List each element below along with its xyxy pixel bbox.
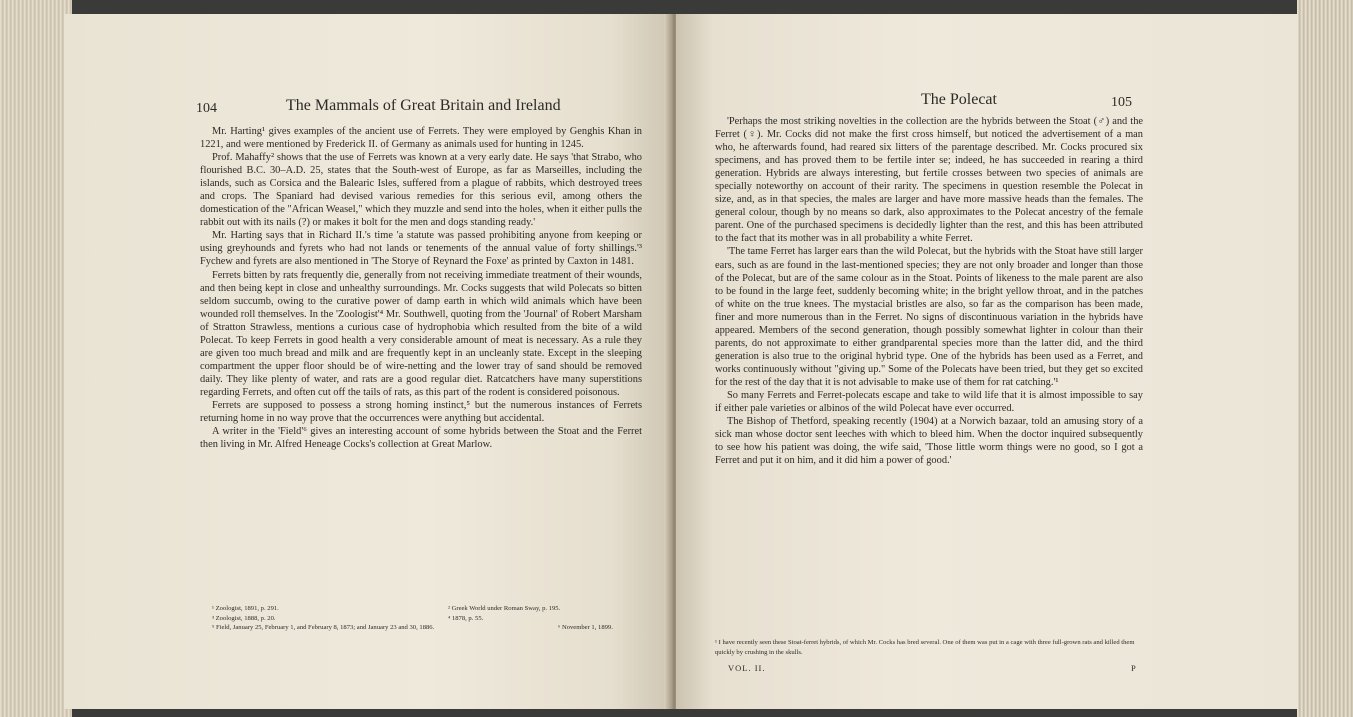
footnote: ⁶ November 1, 1899. [558, 624, 613, 631]
paragraph: 'The tame Ferret has larger ears than the wild Polecat, but the hybrids with the Stoat have still larger ears, such as are found in the last-mentioned species; they are not only broader and longer than those of the Polecat, but are of the same colour as in the Stoat. Points of likeness to the male parent are also to be found in the large feet, suddenly becoming white; in the bright yellow throat, and in the patches of white on the true knees. The mystacial bristles are also, so far as the comparison has been made, finer and more numerous than in the Ferret. No signs of discontinuous variation in the hybrids have appeared. Members of the second generation, though possibly somewhat lighter in colour than their parents, do not approximate to either grandparental species more than the latter did, and the third generation is also true to the original hybrid type. One of the hybrids has been used as a Ferret, and works continuously without "giving up." Some of the Polecats have been tried, but they get so excited for the rest of the day that it is not advisable to make use of them for rat catching.'¹ [715, 246, 1143, 388]
paragraph: 'Perhaps the most striking novelties in the collection are the hybrids between the Stoat (♂) and the Ferret (♀). Mr. Cocks did not make the first cross himself, but noticed the advertisement of a man who, he afterwards found, had reared six litters of the parentage described. Mr. Cocks procured six specimens, and has proved them to be fertile inter se; indeed, he has succeeded in rearing a third generation. Hybrids are always interesting, but fertile crosses between two species of animals are specially noteworthy on account of their rarity. The specimens in question resemble the Polecat in size, and, as in that species, the males are larger and have more massive heads than the females. The general colour, though by no means so dark, also approximates to the Polecat ancestry of the female parent. One of the purchased specimens is decidedly lighter than the rest, and this has been attributed to the fact that its mother was in all probability a white Ferret. [715, 116, 1143, 245]
footnote-row [212, 604, 642, 614]
paragraph: Ferrets are supposed to possess a strong homing instinct,⁵ but the numerous instances of Ferrets returning home in no way prove that the occurrences were anything but accidental. [200, 399, 642, 425]
paragraph: Mr. Harting says that in Richard II.'s time 'a statute was passed prohibiting anyone from keeping or using greyhounds and fyrets who had not lands or tenements of the annual value of forty shillings.'³ Fychew and fyrets are also mentioned in 'The Storye of Reynard the Foxe' as printed by Caxton in 1481. [200, 230, 642, 268]
paragraph: Prof. Mahaffy² shows that the use of Ferrets was known at a very early date. He says 'that Strabo, who flourished B.C. 30–A.D. 25, states that the South-west of Europe, as far as Marseilles, including the islands, such as Corsica and the Balearic Isles, suffered from a plague of rabbits, which destroyed trees and crops. The Spaniard had devised various remedies for this serious evil, among others the domestication of the "African Weasel," which they muzzle and send into the holes, when it either pulls the rabbit out with its nails (?) or makes it bolt for the men and dogs standing ready.' [200, 152, 642, 229]
left-footnotes [212, 604, 642, 633]
footnote: ⁵ Field, January 25, February 1, and February 8, 1873; and January 23 and 30, 1886. [212, 624, 435, 631]
paragraph: Mr. Harting¹ gives examples of the ancient use of Ferrets. They were employed by Genghis Khan in 1221, and were mentioned by Frederick II. of Germany as animals used for hunting in 1245. [200, 126, 642, 151]
footnote: ² Greek World under Roman Sway, p. 195. [448, 605, 561, 612]
footnote: ⁴ 1878, p. 55. [448, 614, 484, 622]
footnote: ³ Zoologist, 1888, p. 20. [212, 614, 276, 622]
signature-mark: P [1131, 663, 1137, 673]
right-running-head: The Polecat [921, 91, 997, 108]
footnote-row [212, 614, 642, 624]
right-page-edges [1297, 0, 1353, 717]
left-page-body [200, 125, 642, 451]
left-page-number: 104 [196, 101, 217, 116]
paragraph: So many Ferrets and Ferret-polecats escape and take to wild life that it is almost impossible to say if either pale varieties or albinos of the wild Polecat have ever occurred. [715, 389, 1143, 415]
paragraph: A writer in the 'Field'⁶ gives an interesting account of some hybrids between the Stoat and the Ferret then living in Mr. Alfred Heneage Cocks's collection at Great Marlow. [200, 426, 642, 451]
right-page-number: 105 [1111, 95, 1132, 110]
footnote-row [212, 623, 642, 633]
paragraph: Ferrets bitten by rats frequently die, generally from not receiving immediate treatment of their wounds, and then being kept in close and unhealthy surroundings. Mr. Cocks suggests that wild Polecats so bitten seldom succumb, owing to the curative power of damp earth in which wild animals which have been wounded roll themselves. In the 'Zoologist'⁴ Mr. Southwell, quoting from the 'Journal' of Robert Marsham of Stratton Strawless, mentions a curious case of hydrophobia which resulted from the bite of a wild Polecat. To keep Ferrets in good health a very considerable amount of meat is necessary. As a rule they are given too much bread and milk and are frequently kept in an uncleanly state. Except in the sleeping compartment the upper floor should be of wire-netting and the lower tray of sand should be removed daily. They like plenty of water, and rats are a good regular diet. Ratcatchers have many superstitions regarding Ferrets, and often cut off the tails of rats, as this part of the rodent is considered poisonous. [200, 269, 642, 398]
right-page-body [715, 115, 1143, 467]
volume-signature: VOL. II. [728, 663, 766, 673]
right-footnote: ¹ I have recently seen these Stoat-ferret hybrids, of which Mr. Cocks has bred several. One of them was put in a cage with three full-grown rats and killed them quickly by crushing in the skulls. [715, 639, 1135, 656]
left-page-edges [0, 0, 72, 717]
paragraph: The Bishop of Thetford, speaking recently (1904) at a Norwich bazaar, told an amusing story of a sick man whose doctor sent leeches with which to bleed him. When the doctor inquired subsequently to see how his patient was doing, the wife said, 'Those little worm things were no good, so I got a Ferret and put it on him, and it did him a power of good.' [715, 416, 1143, 467]
footnote: ¹ Zoologist, 1891, p. 291. [212, 605, 279, 612]
left-running-head: The Mammals of Great Britain and Ireland [286, 97, 561, 114]
